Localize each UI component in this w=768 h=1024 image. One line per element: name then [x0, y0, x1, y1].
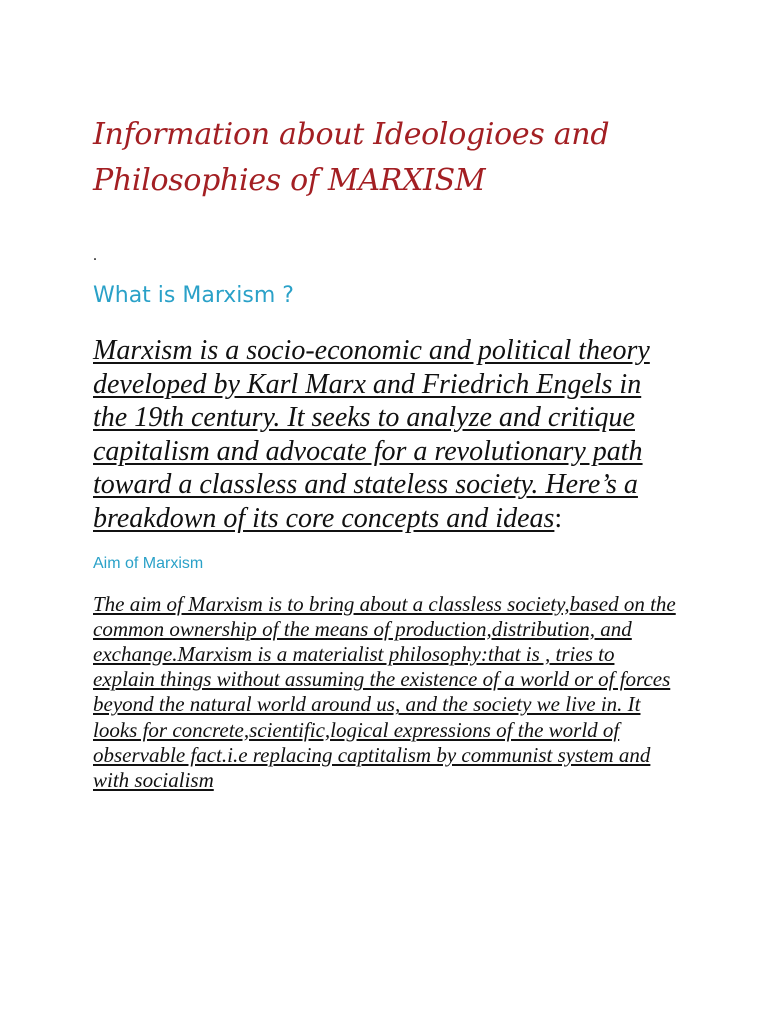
lead-text: Marxism is a socio-economic and political theory developed by Karl Marx and Friedrich Engels in the 19th century. It seeks to analyze and critique capitalism and advocate for a revolutionary path toward a classless and stateless society. Here’s a breakdown of its core concepts and ideas: [93, 335, 650, 534]
body-paragraph: The aim of Marxism is to bring about a classless society,based on the common ownership of the means of production,distribution, and exchange.Marxism is a materialist philosophy:that is , tries to explain things without assuming the existence of a world or of forces beyond the natural world around us, and the society we live in. It looks for concrete,scientific,logical expressions of the world of observable fact.i.e replacing captitalism by communist system and with socialism: [93, 591, 676, 792]
section-heading: What is Marxism ?: [93, 283, 294, 308]
lead-colon: :: [554, 502, 563, 534]
separator-dot: .: [93, 247, 97, 264]
subheading-aim: Aim of Marxism: [93, 554, 204, 572]
lead-paragraph: [93, 334, 678, 536]
document-page: [93, 112, 678, 793]
document-title: Information about Ideologioes and Philosophies of MARXISM: [93, 117, 610, 198]
